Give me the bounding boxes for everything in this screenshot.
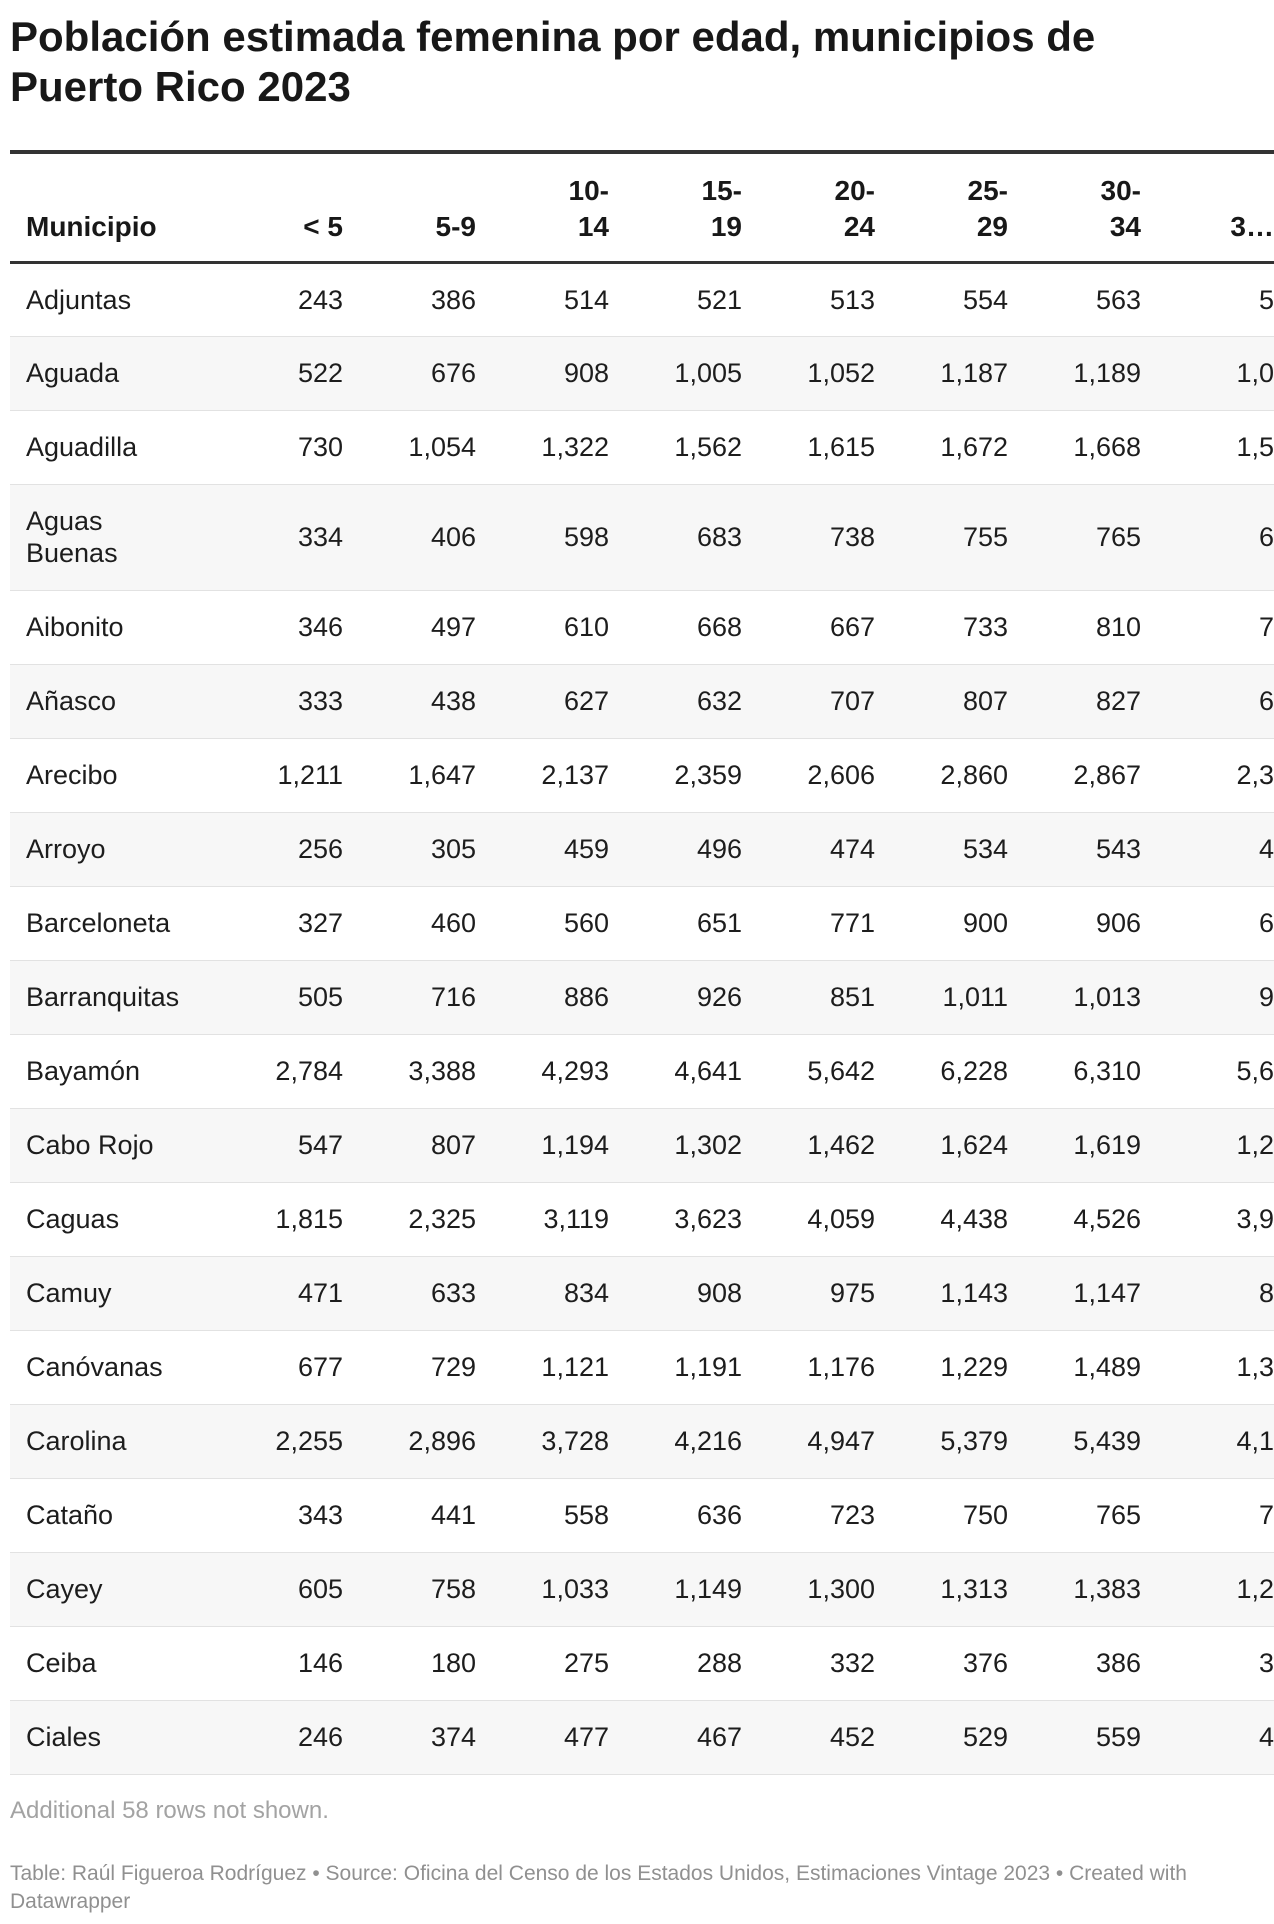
value-cell: 4,526: [1008, 1182, 1141, 1256]
table-row: [10, 590, 1274, 664]
table-row: [10, 1626, 1274, 1700]
municipio-cell: Cayey: [10, 1552, 210, 1626]
value-cell: 1,149: [609, 1552, 742, 1626]
value-cell: 810: [1008, 590, 1141, 664]
value-cell: 3,9: [1141, 1182, 1274, 1256]
value-cell: 4: [1141, 812, 1274, 886]
value-cell: 5,439: [1008, 1404, 1141, 1478]
value-cell: 1,054: [343, 410, 476, 484]
chart-footer: Table: Raúl Figueroa Rodríguez • Source: Oficina del Censo de los Estados Unidos, Estimaciones Vintage 2023 • Created with Datawrapper: [10, 1862, 1187, 1913]
value-cell: 1,147: [1008, 1256, 1141, 1330]
value-cell: 651: [609, 886, 742, 960]
value-cell: 529: [875, 1700, 1008, 1774]
value-cell: 632: [609, 664, 742, 738]
value-cell: 1,211: [210, 738, 343, 812]
value-cell: 467: [609, 1700, 742, 1774]
value-cell: 605: [210, 1552, 343, 1626]
value-cell: 906: [1008, 886, 1141, 960]
value-cell: 668: [609, 590, 742, 664]
value-cell: 765: [1008, 1478, 1141, 1552]
table-row: [10, 1700, 1274, 1774]
municipio-cell: Añasco: [10, 664, 210, 738]
value-cell: 1,194: [476, 1108, 609, 1182]
column-header[interactable]: < 5: [303, 210, 343, 242]
table-row: [10, 484, 1274, 590]
value-cell: 755: [875, 484, 1008, 590]
value-cell: 1,121: [476, 1330, 609, 1404]
value-cell: 1,005: [609, 336, 742, 410]
value-cell: 771: [742, 886, 875, 960]
value-cell: 716: [343, 960, 476, 1034]
value-cell: 6,228: [875, 1034, 1008, 1108]
municipio-cell: Aguas Buenas: [10, 484, 210, 590]
value-cell: 2,896: [343, 1404, 476, 1478]
table-row: [10, 1478, 1274, 1552]
municipio-cell: Ciales: [10, 1700, 210, 1774]
value-cell: 677: [210, 1330, 343, 1404]
value-cell: 471: [210, 1256, 343, 1330]
value-cell: 667: [742, 590, 875, 664]
value-cell: 333: [210, 664, 343, 738]
value-cell: 496: [609, 812, 742, 886]
value-cell: 1,313: [875, 1552, 1008, 1626]
value-cell: 4,641: [609, 1034, 742, 1108]
value-cell: 1,052: [742, 336, 875, 410]
value-cell: 4,059: [742, 1182, 875, 1256]
table-body: [10, 262, 1274, 1774]
value-cell: 2,359: [609, 738, 742, 812]
value-cell: 1,2: [1141, 1552, 1274, 1626]
value-cell: 1,647: [343, 738, 476, 812]
value-cell: 1,624: [875, 1108, 1008, 1182]
value-cell: 5,379: [875, 1404, 1008, 1478]
value-cell: 543: [1008, 812, 1141, 886]
value-cell: 459: [476, 812, 609, 886]
value-cell: 1,229: [875, 1330, 1008, 1404]
value-cell: 3,388: [343, 1034, 476, 1108]
value-cell: 327: [210, 886, 343, 960]
table-row: [10, 410, 1274, 484]
value-cell: 406: [343, 484, 476, 590]
value-cell: 1,322: [476, 410, 609, 484]
value-cell: 683: [609, 484, 742, 590]
value-cell: 926: [609, 960, 742, 1034]
value-cell: 707: [742, 664, 875, 738]
value-cell: 1,302: [609, 1108, 742, 1182]
value-cell: 513: [742, 262, 875, 336]
value-cell: 2,3: [1141, 738, 1274, 812]
value-cell: 6: [1141, 484, 1274, 590]
municipio-cell: Barranquitas: [10, 960, 210, 1034]
table-row: [10, 960, 1274, 1034]
value-cell: 305: [343, 812, 476, 886]
value-cell: 729: [343, 1330, 476, 1404]
table-header-row: [10, 152, 1274, 262]
municipio-cell: Carolina: [10, 1404, 210, 1478]
municipio-cell: Aguada: [10, 336, 210, 410]
value-cell: 243: [210, 262, 343, 336]
value-cell: 1,462: [742, 1108, 875, 1182]
table-row: [10, 886, 1274, 960]
value-cell: 738: [742, 484, 875, 590]
municipio-cell: Aguadilla: [10, 410, 210, 484]
municipio-cell: Adjuntas: [10, 262, 210, 336]
value-cell: 2,784: [210, 1034, 343, 1108]
value-cell: 5: [1141, 262, 1274, 336]
value-cell: 4,293: [476, 1034, 609, 1108]
value-cell: 376: [875, 1626, 1008, 1700]
value-cell: 505: [210, 960, 343, 1034]
data-table: [10, 150, 1274, 1775]
value-cell: 180: [343, 1626, 476, 1700]
value-cell: 834: [476, 1256, 609, 1330]
value-cell: 2,325: [343, 1182, 476, 1256]
table-row: [10, 1034, 1274, 1108]
value-cell: 386: [343, 262, 476, 336]
value-cell: 723: [742, 1478, 875, 1552]
value-cell: 1,3: [1141, 1330, 1274, 1404]
value-cell: 730: [210, 410, 343, 484]
table-row: [10, 1552, 1274, 1626]
municipio-cell: Aibonito: [10, 590, 210, 664]
value-cell: 827: [1008, 664, 1141, 738]
municipio-cell: Cabo Rojo: [10, 1108, 210, 1182]
value-cell: 900: [875, 886, 1008, 960]
value-cell: 633: [343, 1256, 476, 1330]
value-cell: 1,0: [1141, 336, 1274, 410]
value-cell: 4,216: [609, 1404, 742, 1478]
value-cell: 1,5: [1141, 410, 1274, 484]
value-cell: 5,6: [1141, 1034, 1274, 1108]
value-cell: 559: [1008, 1700, 1141, 1774]
value-cell: 438: [343, 664, 476, 738]
value-cell: 4,438: [875, 1182, 1008, 1256]
value-cell: 374: [343, 1700, 476, 1774]
value-cell: 3,119: [476, 1182, 609, 1256]
value-cell: 8: [1141, 1256, 1274, 1330]
table-row: [10, 1182, 1274, 1256]
value-cell: 1,668: [1008, 410, 1141, 484]
value-cell: 2,606: [742, 738, 875, 812]
value-cell: 6: [1141, 886, 1274, 960]
value-cell: 452: [742, 1700, 875, 1774]
municipio-cell: Cataño: [10, 1478, 210, 1552]
value-cell: 765: [1008, 484, 1141, 590]
municipio-cell: Canóvanas: [10, 1330, 210, 1404]
value-cell: 7: [1141, 1478, 1274, 1552]
value-cell: 1,189: [1008, 336, 1141, 410]
value-cell: 1,191: [609, 1330, 742, 1404]
value-cell: 807: [343, 1108, 476, 1182]
value-cell: 497: [343, 590, 476, 664]
value-cell: 1,672: [875, 410, 1008, 484]
value-cell: 6,310: [1008, 1034, 1141, 1108]
column-header[interactable]: 15- 19: [701, 174, 742, 242]
value-cell: 1,011: [875, 960, 1008, 1034]
value-cell: 1,187: [875, 336, 1008, 410]
column-header-municipio[interactable]: Municipio: [26, 210, 157, 242]
column-header[interactable]: 3…: [1230, 210, 1274, 242]
value-cell: 908: [609, 1256, 742, 1330]
value-cell: 1,383: [1008, 1552, 1141, 1626]
table-row: [10, 336, 1274, 410]
value-cell: 3,623: [609, 1182, 742, 1256]
value-cell: 256: [210, 812, 343, 886]
value-cell: 386: [1008, 1626, 1141, 1700]
value-cell: 598: [476, 484, 609, 590]
value-cell: 886: [476, 960, 609, 1034]
value-cell: 2,867: [1008, 738, 1141, 812]
municipio-cell: Arroyo: [10, 812, 210, 886]
value-cell: 676: [343, 336, 476, 410]
value-cell: 2,137: [476, 738, 609, 812]
value-cell: 275: [476, 1626, 609, 1700]
value-cell: 975: [742, 1256, 875, 1330]
value-cell: 9: [1141, 960, 1274, 1034]
value-cell: 3: [1141, 1626, 1274, 1700]
municipio-cell: Ceiba: [10, 1626, 210, 1700]
value-cell: 1,562: [609, 410, 742, 484]
value-cell: 750: [875, 1478, 1008, 1552]
table-container[interactable]: [10, 150, 1274, 1775]
column-header[interactable]: 30- 34: [1100, 174, 1141, 242]
table-row: [10, 1404, 1274, 1478]
value-cell: 636: [609, 1478, 742, 1552]
value-cell: 332: [742, 1626, 875, 1700]
municipio-cell: Arecibo: [10, 738, 210, 812]
value-cell: 807: [875, 664, 1008, 738]
table-row: [10, 812, 1274, 886]
municipio-cell: Caguas: [10, 1182, 210, 1256]
table-row: [10, 664, 1274, 738]
value-cell: 441: [343, 1478, 476, 1552]
value-cell: 547: [210, 1108, 343, 1182]
value-cell: 2,860: [875, 738, 1008, 812]
chart-title: Población estimada femenina por edad, municipios de Puerto Rico 2023: [10, 13, 1096, 110]
value-cell: 7: [1141, 590, 1274, 664]
value-cell: 146: [210, 1626, 343, 1700]
column-header[interactable]: 20- 24: [834, 174, 875, 242]
rows-not-shown-note: Additional 58 rows not shown.: [10, 1797, 329, 1824]
table-row: [10, 1330, 1274, 1404]
value-cell: 343: [210, 1478, 343, 1552]
value-cell: 851: [742, 960, 875, 1034]
value-cell: 1,300: [742, 1552, 875, 1626]
value-cell: 563: [1008, 262, 1141, 336]
value-cell: 1,176: [742, 1330, 875, 1404]
value-cell: 733: [875, 590, 1008, 664]
value-cell: 246: [210, 1700, 343, 1774]
value-cell: 1,619: [1008, 1108, 1141, 1182]
municipio-cell: Camuy: [10, 1256, 210, 1330]
value-cell: 521: [609, 262, 742, 336]
value-cell: 1,615: [742, 410, 875, 484]
table-row: [10, 738, 1274, 812]
value-cell: 560: [476, 886, 609, 960]
value-cell: 3,728: [476, 1404, 609, 1478]
value-cell: 1,2: [1141, 1108, 1274, 1182]
value-cell: 522: [210, 336, 343, 410]
table-row: [10, 1256, 1274, 1330]
value-cell: 6: [1141, 664, 1274, 738]
value-cell: 4,1: [1141, 1404, 1274, 1478]
value-cell: 2,255: [210, 1404, 343, 1478]
value-cell: 4: [1141, 1700, 1274, 1774]
municipio-cell: Barceloneta: [10, 886, 210, 960]
value-cell: 334: [210, 484, 343, 590]
value-cell: 477: [476, 1700, 609, 1774]
column-header[interactable]: 25- 29: [967, 174, 1008, 242]
value-cell: 758: [343, 1552, 476, 1626]
chart-page: [10, 0, 1274, 1913]
value-cell: 460: [343, 886, 476, 960]
value-cell: 1,815: [210, 1182, 343, 1256]
column-header[interactable]: 10- 14: [568, 174, 609, 242]
municipio-cell: Bayamón: [10, 1034, 210, 1108]
value-cell: 1,033: [476, 1552, 609, 1626]
value-cell: 554: [875, 262, 1008, 336]
value-cell: 534: [875, 812, 1008, 886]
value-cell: 5,642: [742, 1034, 875, 1108]
value-cell: 1,489: [1008, 1330, 1141, 1404]
value-cell: 346: [210, 590, 343, 664]
table-row: [10, 262, 1274, 336]
value-cell: 514: [476, 262, 609, 336]
value-cell: 1,143: [875, 1256, 1008, 1330]
table-row: [10, 1108, 1274, 1182]
value-cell: 474: [742, 812, 875, 886]
value-cell: 908: [476, 336, 609, 410]
value-cell: 627: [476, 664, 609, 738]
value-cell: 558: [476, 1478, 609, 1552]
value-cell: 1,013: [1008, 960, 1141, 1034]
value-cell: 288: [609, 1626, 742, 1700]
value-cell: 610: [476, 590, 609, 664]
column-header[interactable]: 5-9: [435, 210, 476, 242]
value-cell: 4,947: [742, 1404, 875, 1478]
